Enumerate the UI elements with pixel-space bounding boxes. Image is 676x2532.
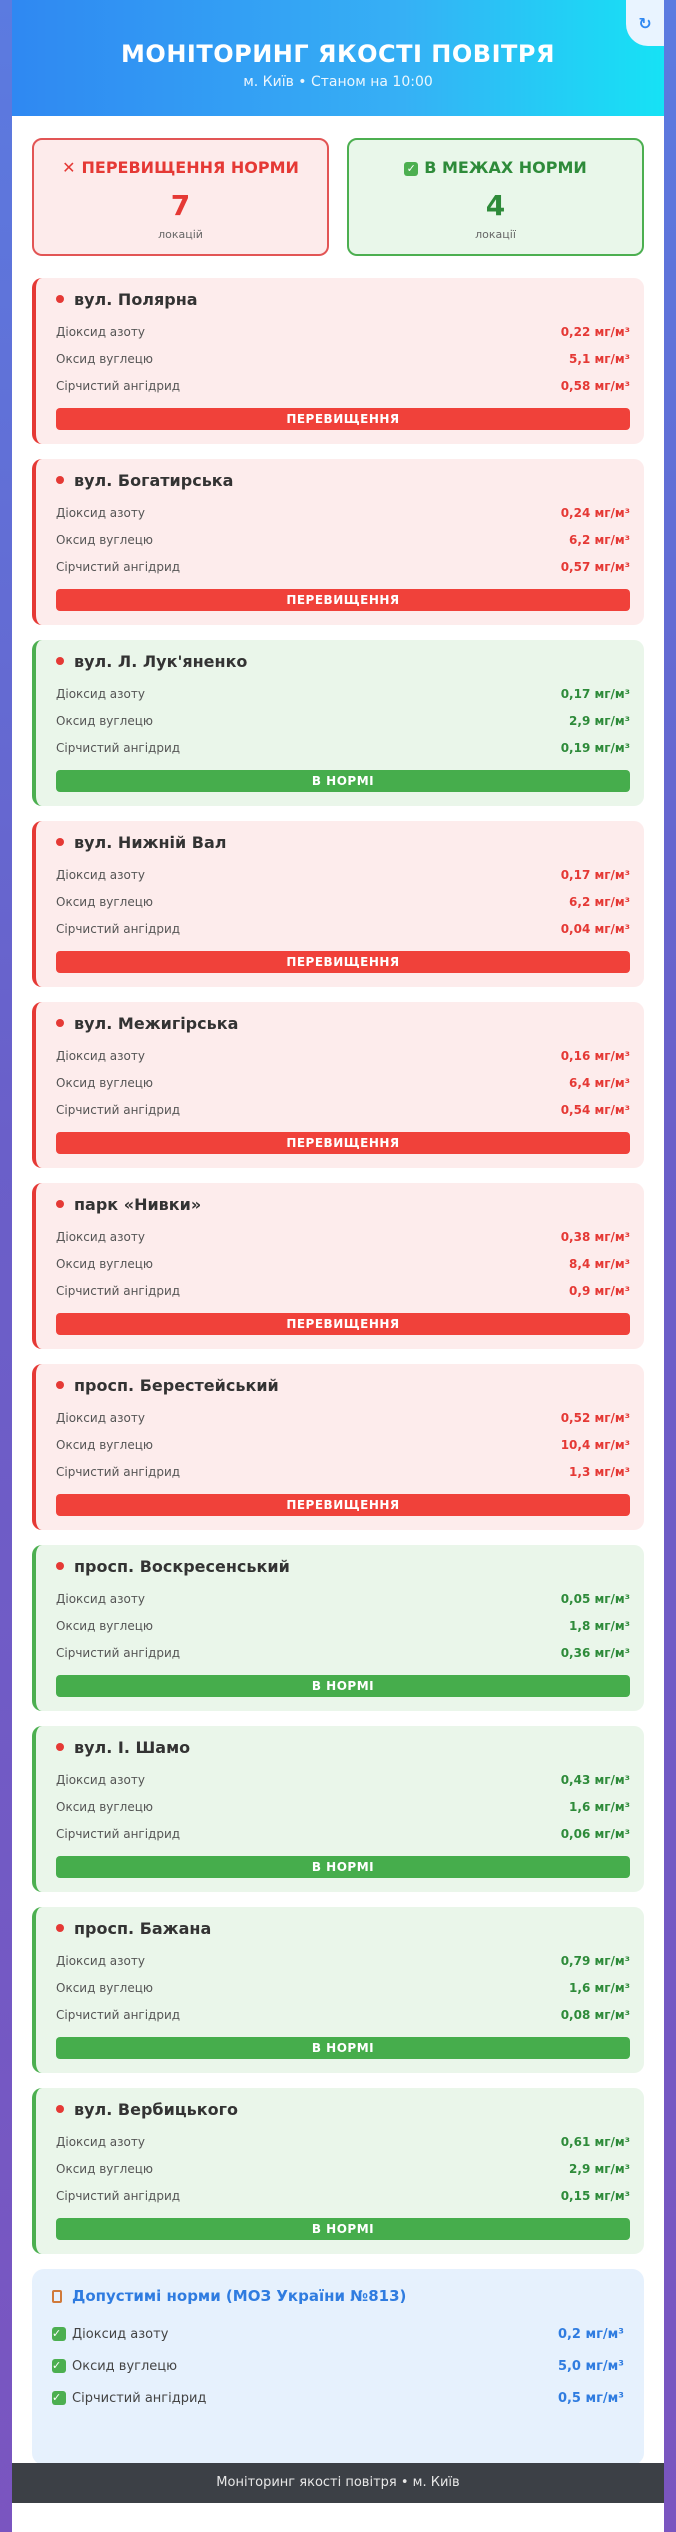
co-value: 1,6 мг/м³ (569, 1800, 630, 1814)
co-label: Оксид вуглецю (56, 714, 154, 728)
station-card[interactable] (32, 640, 644, 806)
norm-row (52, 2351, 624, 2383)
h2s-value: 0,06 мг/м³ (560, 1827, 630, 1841)
location-pin-icon (56, 1381, 64, 1389)
station-name: вул. Межигірська (74, 1014, 239, 1033)
h2s-label: Сірчистий ангідрид (56, 922, 181, 936)
status-badge: В НОРМІ (56, 1675, 630, 1697)
h2s-value: 0,08 мг/м³ (560, 2008, 630, 2022)
station-name: просп. Воскресенський (74, 1557, 290, 1576)
check-icon: ✓ (404, 162, 418, 176)
h2s-value: 0,57 мг/м³ (560, 560, 630, 574)
h2s-label: Сірчистий ангідрид (56, 741, 181, 755)
co-value: 1,8 мг/м³ (569, 1619, 630, 1633)
h2s-label: Сірчистий ангідрид (56, 1103, 181, 1117)
co-label: Оксид вуглецю (56, 1800, 154, 1814)
station-name: вул. Полярна (74, 290, 198, 309)
no2-label: Діоксид азоту (56, 1773, 145, 1787)
location-pin-icon (56, 1924, 64, 1932)
station-name: просп. Бажана (74, 1919, 212, 1938)
refresh-icon[interactable]: ↻ (626, 0, 664, 46)
h2s-value: 0,04 мг/м³ (560, 922, 630, 936)
location-pin-icon (56, 1019, 64, 1027)
exceed-summary-label: ПЕРЕВИЩЕННЯ НОРМИ (81, 158, 299, 177)
location-pin-icon (56, 2105, 64, 2113)
no2-label: Діоксид азоту (56, 687, 145, 701)
co-value: 6,4 мг/м³ (569, 1076, 630, 1090)
check-icon: ✓ (52, 2391, 66, 2405)
no2-value: 0,17 мг/м³ (560, 868, 630, 882)
check-icon: ✓ (52, 2359, 66, 2373)
co-label: Оксид вуглецю (56, 533, 154, 547)
station-card[interactable] (32, 821, 644, 987)
no2-label: Діоксид азоту (56, 868, 145, 882)
status-badge: В НОРМІ (56, 2218, 630, 2240)
no2-value: 0,52 мг/м³ (560, 1411, 630, 1425)
normal-summary-unit: локації (475, 228, 516, 241)
co-value: 6,2 мг/м³ (569, 895, 630, 909)
co-label: Оксид вуглецю (56, 2162, 154, 2176)
station-card[interactable] (32, 1364, 644, 1530)
station-card[interactable] (32, 1545, 644, 1711)
h2s-label: Сірчистий ангідрид (56, 379, 181, 393)
no2-value: 0,61 мг/м³ (560, 2135, 630, 2149)
norm-row (52, 2383, 624, 2415)
co-value: 5,1 мг/м³ (569, 352, 630, 366)
h2s-label: Сірчистий ангідрид (56, 560, 181, 574)
no2-label: Діоксид азоту (56, 506, 145, 520)
station-name: вул. Л. Лук'яненко (74, 652, 248, 671)
station-list (12, 256, 664, 2254)
no2-value: 0,43 мг/м³ (560, 1773, 630, 1787)
location-pin-icon (56, 838, 64, 846)
status-badge: ПЕРЕВИЩЕННЯ (56, 1132, 630, 1154)
summary (12, 116, 664, 256)
no2-value: 0,38 мг/м³ (560, 1230, 630, 1244)
no2-label: Діоксид азоту (56, 2135, 145, 2149)
exceed-summary-card (32, 138, 329, 256)
page-title: МОНІТОРИНГ ЯКОСТІ ПОВІТРЯ (121, 40, 555, 68)
h2s-label: Сірчистий ангідрид (56, 1646, 181, 1660)
norm-label: Діоксид азоту (72, 2327, 169, 2342)
h2s-label: Сірчистий ангідрид (56, 1827, 181, 1841)
no2-value: 0,16 мг/м³ (560, 1049, 630, 1063)
co-label: Оксид вуглецю (56, 352, 154, 366)
exceed-summary-count: 7 (170, 189, 191, 222)
status-badge: В НОРМІ (56, 1856, 630, 1878)
page-subtitle: м. Київ • Станом на 10:00 (243, 74, 433, 90)
location-pin-icon (56, 1200, 64, 1208)
status-badge: ПЕРЕВИЩЕННЯ (56, 1313, 630, 1335)
location-pin-icon (56, 657, 64, 665)
norm-label: Сірчистий ангідрид (72, 2391, 207, 2406)
no2-label: Діоксид азоту (56, 1049, 145, 1063)
h2s-label: Сірчистий ангідрид (56, 2008, 181, 2022)
no2-label: Діоксид азоту (56, 325, 145, 339)
normal-summary-count: 4 (485, 189, 506, 222)
co-value: 2,9 мг/м³ (569, 714, 630, 728)
no2-value: 0,22 мг/м³ (560, 325, 630, 339)
location-pin-icon (56, 295, 64, 303)
station-name: просп. Берестейський (74, 1376, 279, 1395)
status-badge: ПЕРЕВИЩЕННЯ (56, 951, 630, 973)
no2-value: 0,05 мг/м³ (560, 1592, 630, 1606)
check-icon: ✓ (52, 2327, 66, 2341)
h2s-value: 0,19 мг/м³ (560, 741, 630, 755)
norm-row (52, 2319, 624, 2351)
station-card[interactable] (32, 1726, 644, 1892)
h2s-label: Сірчистий ангідрид (56, 2189, 181, 2203)
no2-label: Діоксид азоту (56, 1954, 145, 1968)
exceed-summary-unit: локацій (158, 228, 203, 241)
h2s-label: Сірчистий ангідрид (56, 1465, 181, 1479)
co-label: Оксид вуглецю (56, 1076, 154, 1090)
h2s-value: 0,36 мг/м³ (560, 1646, 630, 1660)
co-label: Оксид вуглецю (56, 1619, 154, 1633)
h2s-value: 0,54 мг/м³ (560, 1103, 630, 1117)
co-value: 6,2 мг/м³ (569, 533, 630, 547)
norm-value: 0,2 мг/м³ (557, 2327, 624, 2342)
h2s-value: 1,3 мг/м³ (569, 1465, 630, 1479)
no2-value: 0,24 мг/м³ (560, 506, 630, 520)
station-card[interactable] (32, 2088, 644, 2254)
page (12, 0, 664, 2532)
h2s-value: 0,58 мг/м³ (560, 379, 630, 393)
status-badge: В НОРМІ (56, 2037, 630, 2059)
location-pin-icon (56, 476, 64, 484)
header (12, 0, 664, 116)
normal-summary-card (347, 138, 644, 256)
co-value: 10,4 мг/м³ (560, 1438, 630, 1452)
station-name: вул. Богатирська (74, 471, 234, 490)
station-card[interactable] (32, 1002, 644, 1168)
h2s-label: Сірчистий ангідрид (56, 1284, 181, 1298)
co-label: Оксид вуглецю (56, 895, 154, 909)
normal-summary-label: В МЕЖАХ НОРМИ (424, 158, 587, 177)
no2-label: Діоксид азоту (56, 1411, 145, 1425)
norms-title: Допустимі норми (МОЗ України №813) (72, 2287, 407, 2305)
co-label: Оксид вуглецю (56, 1257, 154, 1271)
status-badge: В НОРМІ (56, 770, 630, 792)
clipboard-icon (52, 2290, 62, 2303)
co-value: 1,6 мг/м³ (569, 1981, 630, 1995)
no2-label: Діоксид азоту (56, 1230, 145, 1244)
co-value: 8,4 мг/м³ (569, 1257, 630, 1271)
station-name: вул. Нижній Вал (74, 833, 227, 852)
no2-label: Діоксид азоту (56, 1592, 145, 1606)
location-pin-icon (56, 1743, 64, 1751)
location-pin-icon (56, 1562, 64, 1570)
co-label: Оксид вуглецю (56, 1981, 154, 1995)
norm-label: Оксид вуглецю (72, 2359, 178, 2374)
cross-icon: ✕ (62, 158, 76, 177)
station-card[interactable] (32, 278, 644, 444)
norm-value: 5,0 мг/м³ (557, 2359, 624, 2374)
status-badge: ПЕРЕВИЩЕННЯ (56, 1494, 630, 1516)
h2s-value: 0,15 мг/м³ (560, 2189, 630, 2203)
co-label: Оксид вуглецю (56, 1438, 154, 1452)
station-name: вул. І. Шамо (74, 1738, 191, 1757)
status-badge: ПЕРЕВИЩЕННЯ (56, 408, 630, 430)
station-name: парк «Нивки» (74, 1195, 202, 1214)
station-card[interactable] (32, 459, 644, 625)
footer: Моніторинг якості повітря • м. Київ (12, 2463, 664, 2503)
station-name: вул. Вербицького (74, 2100, 238, 2119)
co-value: 2,9 мг/м³ (569, 2162, 630, 2176)
status-badge: ПЕРЕВИЩЕННЯ (56, 589, 630, 611)
h2s-value: 0,9 мг/м³ (569, 1284, 630, 1298)
station-card[interactable] (32, 1907, 644, 2073)
no2-value: 0,79 мг/м³ (560, 1954, 630, 1968)
no2-value: 0,17 мг/м³ (560, 687, 630, 701)
station-card[interactable] (32, 1183, 644, 1349)
norm-value: 0,5 мг/м³ (557, 2391, 624, 2406)
norms-panel (32, 2269, 644, 2465)
